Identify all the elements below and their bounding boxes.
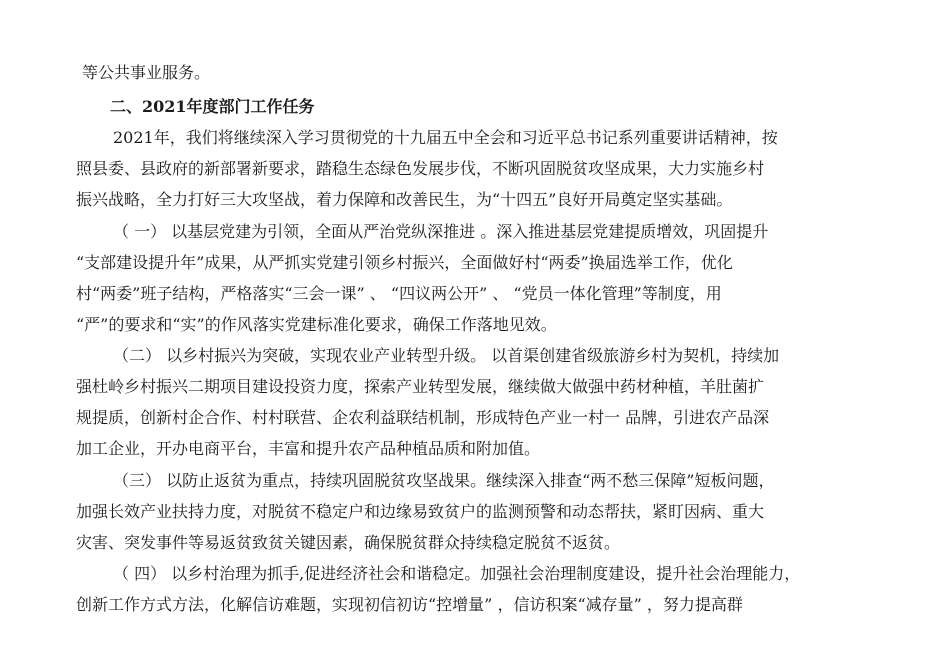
text-line-continuation: 等公共事业服务。: [82, 63, 211, 82]
paragraph-4-line-1: （ 四） 以乡村治理为抓手,促进经济社会和谐稳定。加强社会治理制度建设，提升社会治理能力，: [113, 564, 801, 583]
paragraph-intro-line-2: 照县委、县政府的新部署新要求，踏稳生态绿色发展步伐，不断巩固脱贫攻坚成果，大力实施乡村: [76, 159, 765, 178]
paragraph-2-line-1: （二） 以乡村振兴为突破，实现农业产业转型升级。 以首渠创建省级旅游乡村为契机，持续加: [113, 346, 780, 365]
paragraph-intro-line-3: 振兴战略，全力打好三大攻坚战，着力保障和改善民生，为“十四五”良好开局奠定坚实基础。: [76, 190, 733, 209]
paragraph-1-line-3: 村“两委”班子结构，严格落实“三会一课” 、 “四议两公开” 、 “党员一体化管理”等制度，用: [76, 284, 722, 303]
paragraph-1-line-2: “支部建设提升年”成果，从严抓实党建引领乡村振兴，全面做好村“两委”换届选举工作，优化: [76, 253, 733, 272]
section-heading: 二、2021年度部门工作任务: [110, 97, 315, 116]
paragraph-intro-line-1: 2021年，我们将继续深入学习贯彻党的十九届五中全会和习近平总书记系列重要讲话精神，按: [113, 128, 778, 147]
paragraph-1-line-4: “严”的要求和“实”的作风落实党建标准化要求，确保工作落地见效。: [76, 315, 557, 334]
paragraph-4-line-2: 创新工作方式方法，化解信访难题，实现初信初访“控增量” ，信访积案“减存量” ，努力提高群: [76, 595, 743, 614]
paragraph-2-line-2: 强杜岭乡村振兴二期项目建设投资力度，探索产业转型发展，继续做大做强中药材种植，羊肚菌扩: [76, 377, 765, 396]
paragraph-3-line-2: 加强长效产业扶持力度，对脱贫不稳定户和边缘易致贫户的监测预警和动态帮扶，紧盯因病、重大: [76, 502, 765, 521]
paragraph-3-line-1: （三） 以防止返贫为重点，持续巩固脱贫攻坚战果。继续深入排查“两不愁三保障”短板问题，: [113, 471, 775, 490]
paragraph-3-line-3: 灾害、突发事件等易返贫致贫关键因素，确保脱贫群众持续稳定脱贫不返贫。: [76, 533, 621, 552]
paragraph-2-line-3: 规提质，创新村企合作、村村联营、企农利益联结机制，形成特色产业一村一 品牌，引进农产品深: [76, 408, 770, 427]
paragraph-1-line-1: （ 一） 以基层党建为引领，全面从严治党纵深推进 。深入推进基层党建提质增效，巩固提升: [113, 222, 769, 241]
paragraph-2-line-4: 加工企业，开办电商平台，丰富和提升农产品种植品质和附加值。: [76, 439, 541, 458]
